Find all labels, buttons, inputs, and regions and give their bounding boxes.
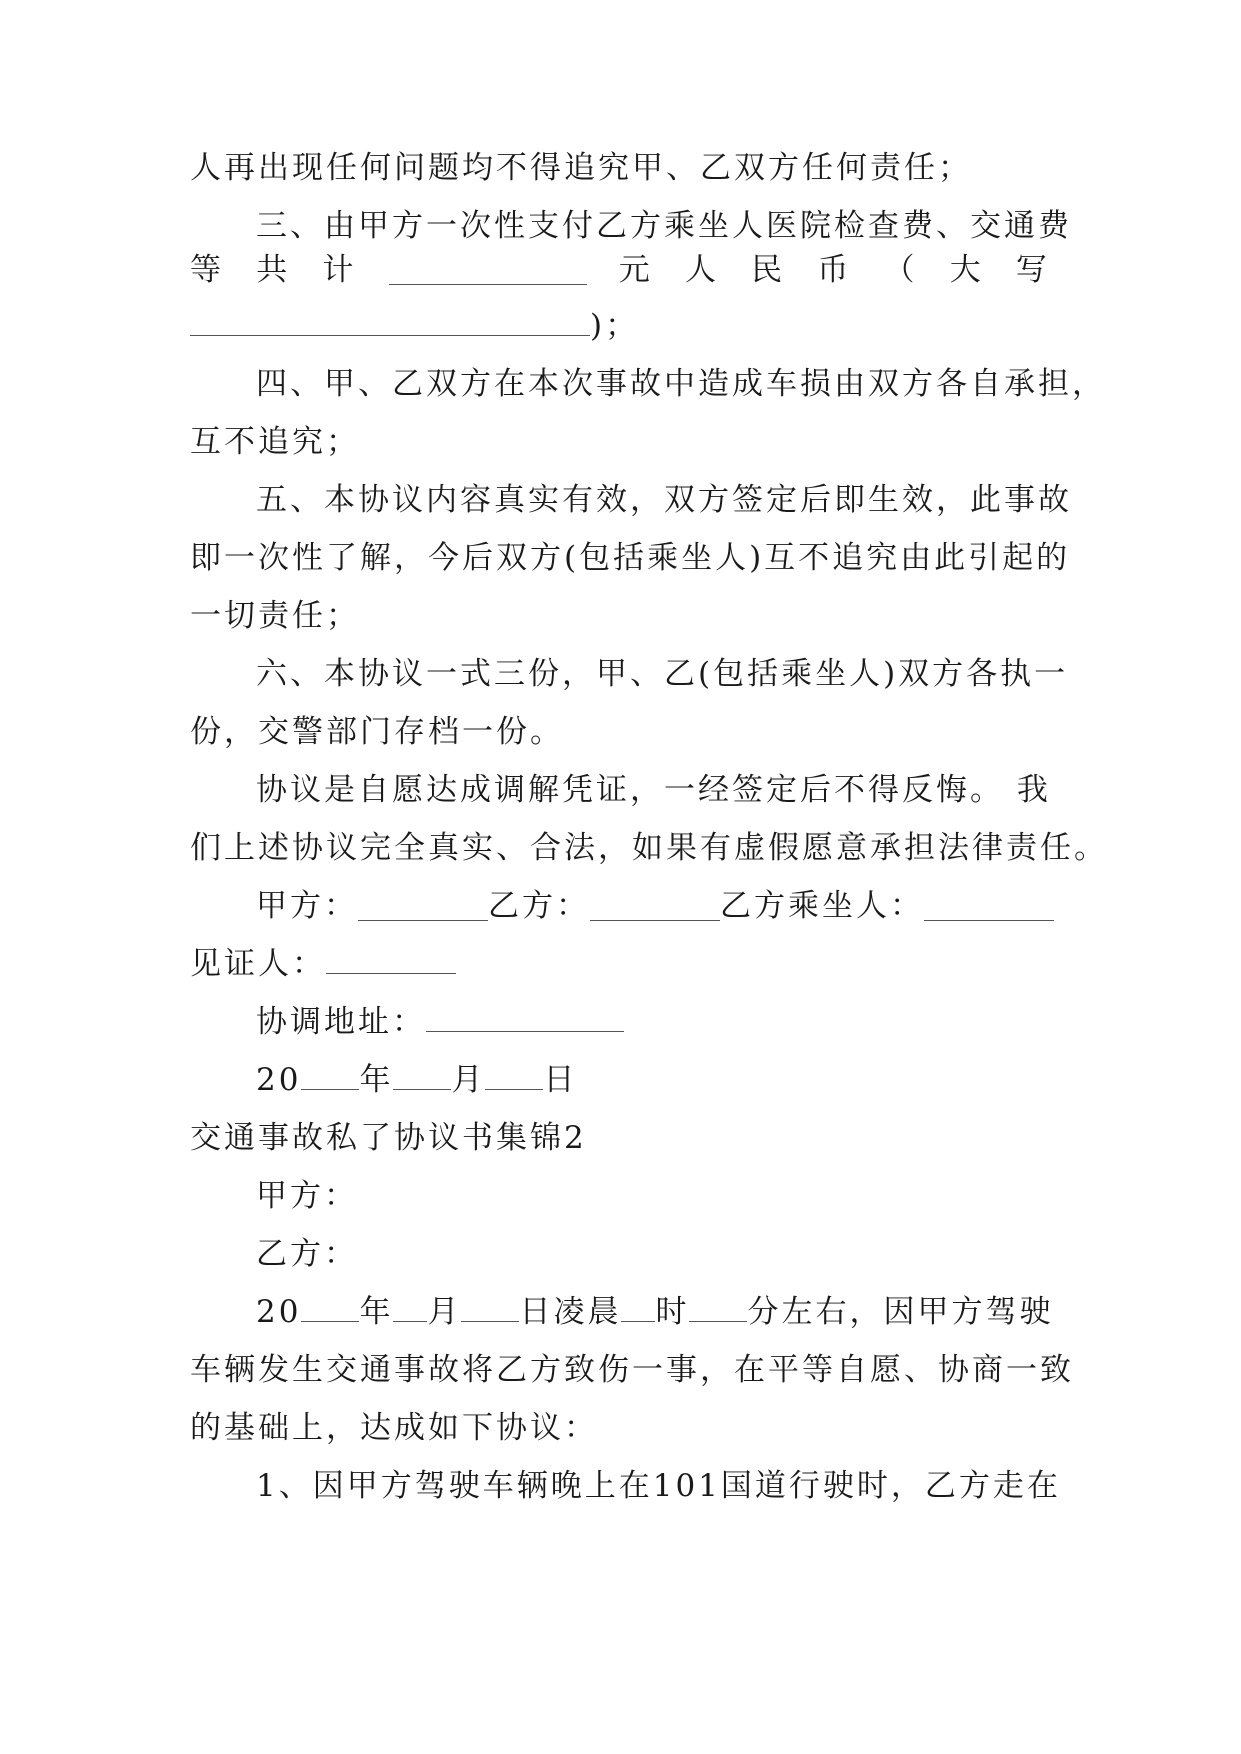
text-line: 的基础上，达成如下协议： [190,1410,598,1446]
char: 民 [751,252,786,288]
date-blank [485,1061,543,1090]
char: 共 [256,252,291,288]
amount-blank [389,256,587,285]
sig-blank [924,892,1054,921]
text-line: 即一次性了解，今后双方(包括乘坐人)互不追究由此引起的 [190,540,1071,576]
sig-party-b: 乙方： [488,884,720,928]
date-blank [393,1293,427,1322]
text-line: 一切责任； [190,598,360,634]
date-line: 20 年 月 日 [256,1062,578,1098]
char: 元 [618,252,653,288]
clause-three: 三、由甲方一次性支付乙方乘坐人医院检查费、交通费 [256,208,1072,244]
char: 写 [1015,252,1050,288]
clause-six: 六、本协议一式三份，甲、乙(包括乘坐人)双方各执一 [256,656,1069,692]
text: )； [590,308,640,344]
amount-words-blank [190,307,590,336]
incident-date-line: 20 年 月 日凌晨 时 分左右，因甲方驾驶 [256,1294,1054,1330]
party-b-label: 乙方： [256,1236,358,1272]
witness-line: 见证人： [190,942,1050,986]
party-a-label: 甲方： [256,1178,358,1214]
date-blank [301,1293,359,1322]
amount-line [190,248,1050,292]
sig-blank [358,892,488,921]
text-line: 车辆发生交通事故将乙方致伤一事，在平等自愿、协商一致 [190,1352,1074,1388]
address-line: 协调地址： [256,1000,1050,1044]
section-title: 交通事故私了协议书集锦2 [190,1120,587,1156]
date-blank [301,1061,359,1090]
sig-blank [590,892,720,921]
sig-passenger: 乙方乘坐人： [720,884,1054,928]
text-line: 互不追究； [190,424,360,460]
text-line: 人再出现任何问题均不得追究甲、乙双方任何责任； [190,150,972,186]
sig-party-a: 甲方： [256,884,488,928]
clause-five: 五、本协议内容真实有效，双方签定后即生效，此事故 [256,482,1072,518]
char: （ [883,252,918,288]
witness-blank [326,945,456,974]
date-blank [621,1293,655,1322]
date-blank [689,1293,747,1322]
clause-four: 四、甲、乙双方在本次事故中造成车损由双方各自承担， [256,366,1106,402]
amount-words-line [190,304,1050,348]
agreement-note: 协议是自愿达成调解凭证，一经签定后不得反悔。 我 [256,772,1051,808]
date-blank [461,1293,519,1322]
text-line: 份，交警部门存档一份。 [190,714,564,750]
date-blank [393,1061,451,1090]
char: 计 [322,252,357,288]
text-line: 们上述协议完全真实、合法，如果有虚假愿意承担法律责任。 [190,830,1108,866]
char: 币 [817,252,852,288]
address-blank [426,1003,624,1032]
signature-row [256,884,1050,928]
char: 大 [949,252,984,288]
clause-one: 1、因甲方驾驶车辆晚上在101国道行驶时，乙方走在 [256,1468,1061,1504]
char: 人 [684,252,719,288]
char: 等 [190,252,224,288]
